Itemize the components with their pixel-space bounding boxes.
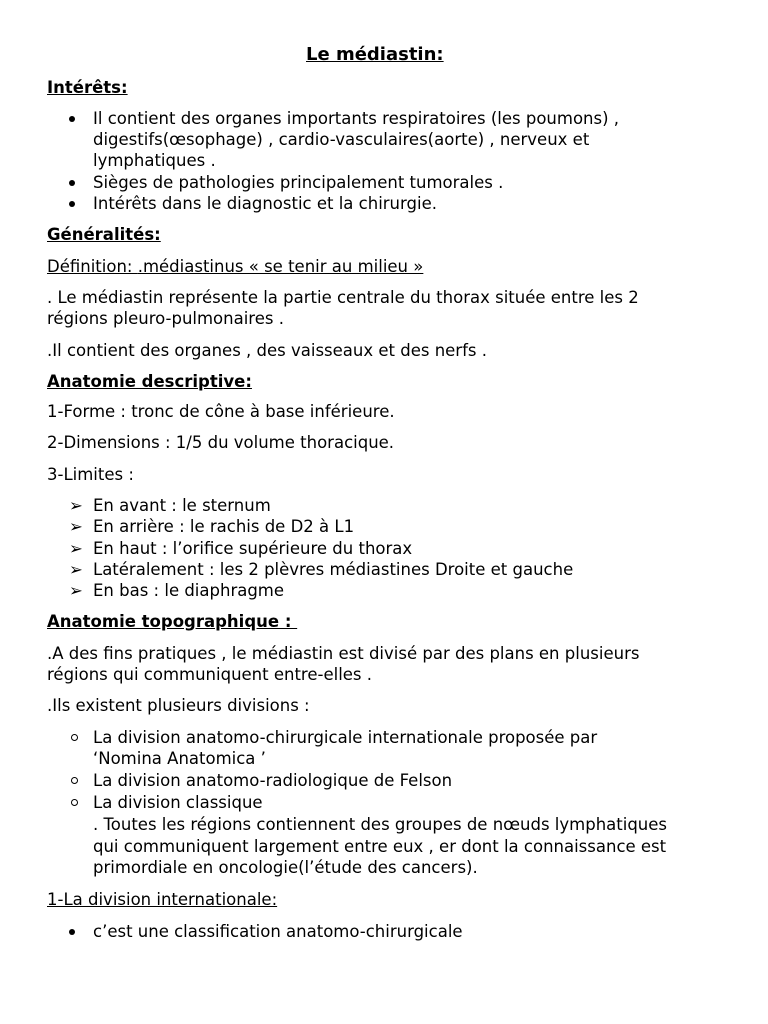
bullet-icon — [69, 180, 75, 186]
heading-division-internationale: 1-La division internationale: — [47, 890, 278, 909]
heading-anatomie-topographique: Anatomie topographique : — [47, 612, 298, 631]
arrow-bullet-icon: ➢ — [69, 581, 83, 600]
limite-item-1: En avant : le sternum — [93, 496, 271, 515]
topographique-para-1-line-2: régions qui communiquent entre-elles . — [47, 665, 373, 684]
circle-bullet-icon — [71, 799, 78, 806]
limite-item-5: En bas : le diaphragme — [93, 581, 285, 600]
interets-item-1-line-1: Il contient des organes importants respiratoires (les poumons) , — [93, 109, 620, 128]
generalites-para-2: .Il contient des organes , des vaisseaux et des nerfs . — [47, 341, 487, 360]
division-2: La division anatomo-radiologique de Felson — [93, 771, 453, 790]
heading-anatomie-descriptive: Anatomie descriptive: — [47, 372, 252, 391]
arrow-bullet-icon: ➢ — [69, 496, 83, 515]
interets-item-3: Intérêts dans le diagnostic et la chirurgie. — [93, 194, 437, 213]
limite-item-2: En arrière : le rachis de D2 à L1 — [93, 517, 355, 536]
topographique-para-1-line-1: .A des fins pratiques , le médiastin est divisé par des plans en plusieurs — [47, 644, 640, 663]
page-title: Le médiastin: — [306, 44, 444, 65]
arrow-bullet-icon: ➢ — [69, 517, 83, 536]
definition-line — [47, 256, 423, 277]
heading-generalites: Généralités: — [47, 225, 161, 244]
division-3-line-4: primordiale en oncologie(l’étude des cancers). — [93, 858, 478, 877]
division-3-line-1: La division classique — [93, 793, 263, 812]
interets-item-2: Sièges de pathologies principalement tumorales . — [93, 173, 504, 192]
bullet-icon — [69, 201, 75, 207]
bullet-icon — [69, 929, 75, 935]
interets-item-1-line-2: digestifs(œsophage) , cardio-vasculaires(aorte) , nerveux et — [93, 130, 590, 149]
dimensions-line: 2-Dimensions : 1/5 du volume thoracique. — [47, 433, 395, 452]
arrow-bullet-icon: ➢ — [69, 539, 83, 558]
forme-line: 1-Forme : tronc de cône à base inférieure. — [47, 402, 395, 421]
division-3-line-2: . Toutes les régions contiennent des groupes de nœuds lymphatiques — [93, 815, 668, 834]
limite-item-4: Latéralement : les 2 plèvres médiastines Droite et gauche — [93, 560, 574, 579]
circle-bullet-icon — [71, 734, 78, 741]
circle-bullet-icon — [71, 777, 78, 784]
definition-label: Définition: — [47, 257, 138, 276]
topographique-para-2: .Ils existent plusieurs divisions : — [47, 696, 310, 715]
division-1-line-2: ‘Nomina Anatomica ’ — [93, 749, 266, 768]
interets-item-1-line-3: lymphatiques . — [93, 151, 216, 170]
division-3-line-3: qui communiquent largement entre eux , er dont la connaissance est — [93, 837, 667, 856]
definition-text: .médiastinus « se tenir au milieu » — [137, 257, 424, 276]
division-1-line-1: La division anatomo-chirurgicale internationale proposée par — [93, 728, 598, 747]
limite-item-3: En haut : l’orifice supérieure du thorax — [93, 539, 413, 558]
limites-label: 3-Limites : — [47, 465, 134, 484]
generalites-para-1-line-2: régions pleuro-pulmonaires . — [47, 309, 284, 328]
division-internationale-item-1: c’est une classification anatomo-chirurgicale — [93, 922, 463, 941]
heading-interets: Intérêts: — [47, 78, 128, 97]
bullet-icon — [69, 116, 75, 122]
generalites-para-1-line-1: . Le médiastin représente la partie centrale du thorax située entre les 2 — [47, 288, 639, 307]
arrow-bullet-icon: ➢ — [69, 560, 83, 579]
